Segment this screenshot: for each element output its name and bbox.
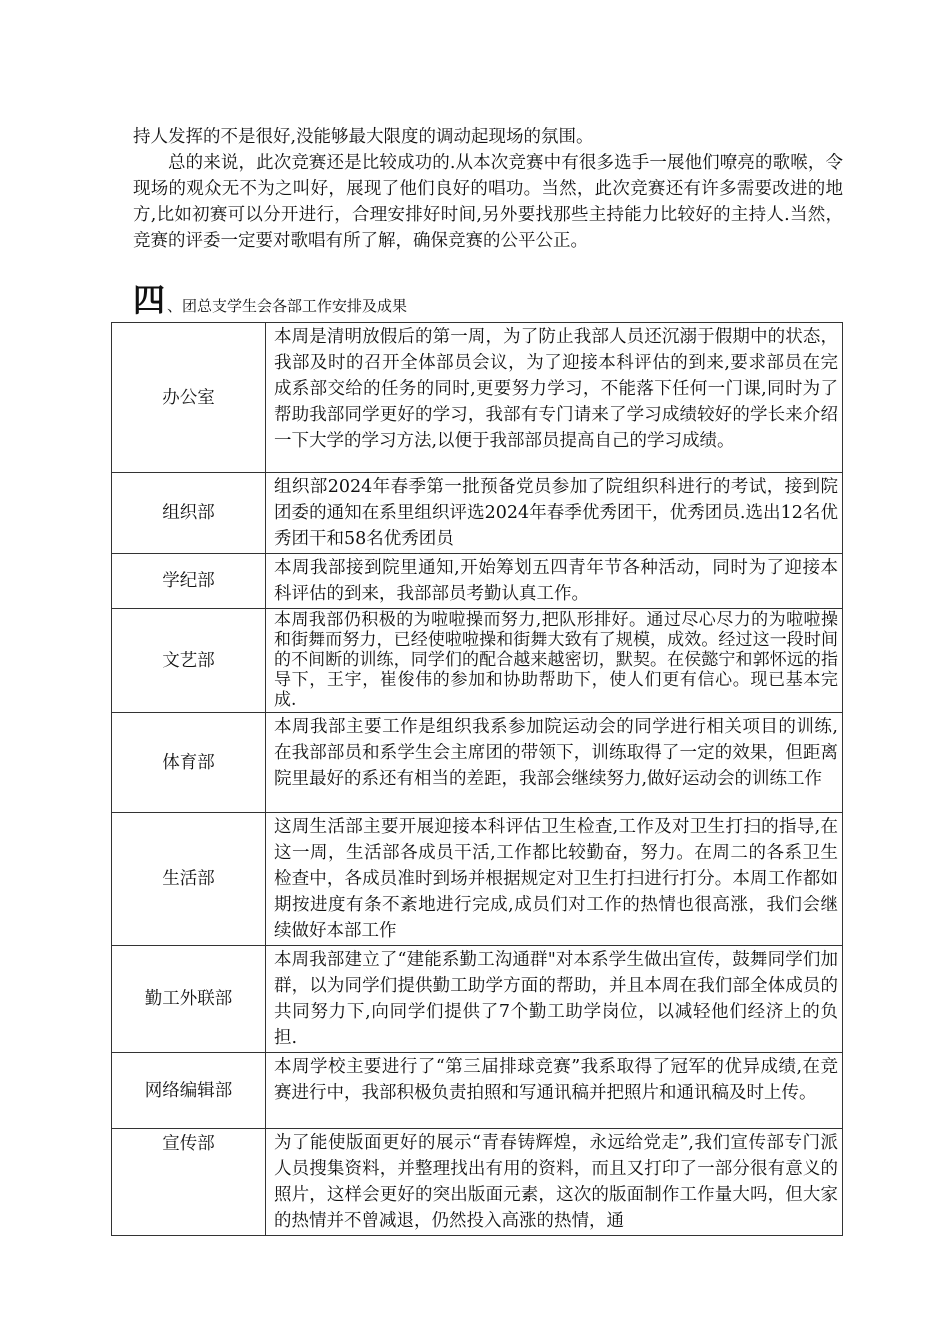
table-row <box>112 473 843 554</box>
section-title: 、团总支学生会各部工作安排及成果 <box>167 297 408 315</box>
department-name: 组织部 <box>112 473 266 554</box>
department-name: 网络编辑部 <box>112 1053 266 1129</box>
department-name: 勤工外联部 <box>112 946 266 1053</box>
department-work: 本周我部仍积极的为啦啦操而努力,把队形排好。通过尽心尽力的为啦啦操和街舞而努力，已经使啦啦操和街舞大致有了规模，成效。经过这一段时间的不间断的训练，同学们的配合越来越密切，默契。在侯懿宁和郭怀远的指导下，王宇，崔俊伟的参加和协助帮助下，使人们更有信心。现已基本完成. <box>266 609 843 713</box>
department-work: 本周我部接到院里通知,开始筹划五四青年节各种活动，同时为了迎接本科评估的到来，我部部员考勤认真工作。 <box>266 554 843 609</box>
table-row <box>112 323 843 473</box>
department-work: 为了能使版面更好的展示“青春铸辉煌，永远给党走”,我们宣传部专门派人员搜集资料，并整理找出有用的资料，而且又打印了一部分很有意义的照片，这样会更好的突出版面元素，这次的版面制作工作量大吗，但大家的热情并不曾减退，仍然投入高涨的热情，通 <box>266 1129 843 1236</box>
department-work: 本周是清明放假后的第一周，为了防止我部人员还沉溺于假期中的状态，我部及时的召开全体部员会议，为了迎接本科评估的到来,要求部员在完成系部交给的任务的同时,更要努力学习，不能落下任何一门课,同时为了帮助我部同学更好的学习，我部有专门请来了学习成绩较好的学长来介绍一下大学的学习方法,以便于我部部员提高自己的学习成绩。 <box>266 323 843 473</box>
department-name: 学纪部 <box>112 554 266 609</box>
department-name: 体育部 <box>112 713 266 813</box>
table-row <box>112 813 843 946</box>
table-row <box>112 946 843 1053</box>
department-name: 生活部 <box>112 813 266 946</box>
department-work: 本周我部建立了“建能系勤工沟通群"对本系学生做出宣传，鼓舞同学们加群，以为同学们提供勤工助学方面的帮助，并且本周在我们部全体成员的共同努力下,向同学们提供了7个勤工助学岗位，以减轻他们经济上的负担. <box>266 946 843 1053</box>
table-row <box>112 609 843 713</box>
department-work: 本周学校主要进行了“第三届排球竞赛”我系取得了冠军的优异成绩,在竞赛进行中，我部积极负责拍照和写通讯稿并把照片和通讯稿及时上传。 <box>266 1053 843 1129</box>
department-name: 办公室 <box>112 323 266 473</box>
section-number: 四 <box>133 281 166 319</box>
department-work: 这周生活部主要开展迎接本科评估卫生检查,工作及对卫生打扫的指导,在这一周，生活部各成员干活,工作都比较勤奋，努力。在周二的各系卫生检查中，各成员准时到场并根据规定对卫生打扫进行打分。本周工作都如期按进度有条不紊地进行完成,成员们对工作的热情也很高涨，我们会继续做好本部工作 <box>266 813 843 946</box>
table-row <box>112 1129 843 1236</box>
table-row <box>112 554 843 609</box>
table-row <box>112 713 843 813</box>
paragraph-host-comment: 持人发挥的不是很好,没能够最大限度的调动起现场的氛围。 <box>133 127 594 147</box>
department-name: 宣传部 <box>112 1129 266 1236</box>
section-heading <box>133 282 843 318</box>
table-row <box>112 1053 843 1129</box>
department-work: 组织部2024年春季第一批预备党员参加了院组织科进行的考试，接到院团委的通知在系里组织评选2024年春季优秀团干，优秀团员.选出12名优秀团干和58名优秀团员 <box>266 473 843 554</box>
paragraph-summary: 总的来说，此次竞赛还是比较成功的.从本次竞赛中有很多选手一展他们嘹亮的歌喉，令现场的观众无不为之叫好，展现了他们良好的唱功。当然，此次竞赛还有许多需要改进的地方,比如初赛可以分开进行，合理安排好时间,另外要找那些主持能力比较好的主持人.当然，竞赛的评委一定要对歌唱有所了解，确保竞赛的公平公正。 <box>133 153 843 251</box>
department-work: 本周我部主要工作是组织我系参加院运动会的同学进行相关项目的训练,在我部部员和系学生会主席团的带领下，训练取得了一定的效果，但距离院里最好的系还有相当的差距，我部会继续努力,做好运动会的训练工作 <box>266 713 843 813</box>
department-name: 文艺部 <box>112 609 266 713</box>
department-work-table <box>111 322 843 1236</box>
